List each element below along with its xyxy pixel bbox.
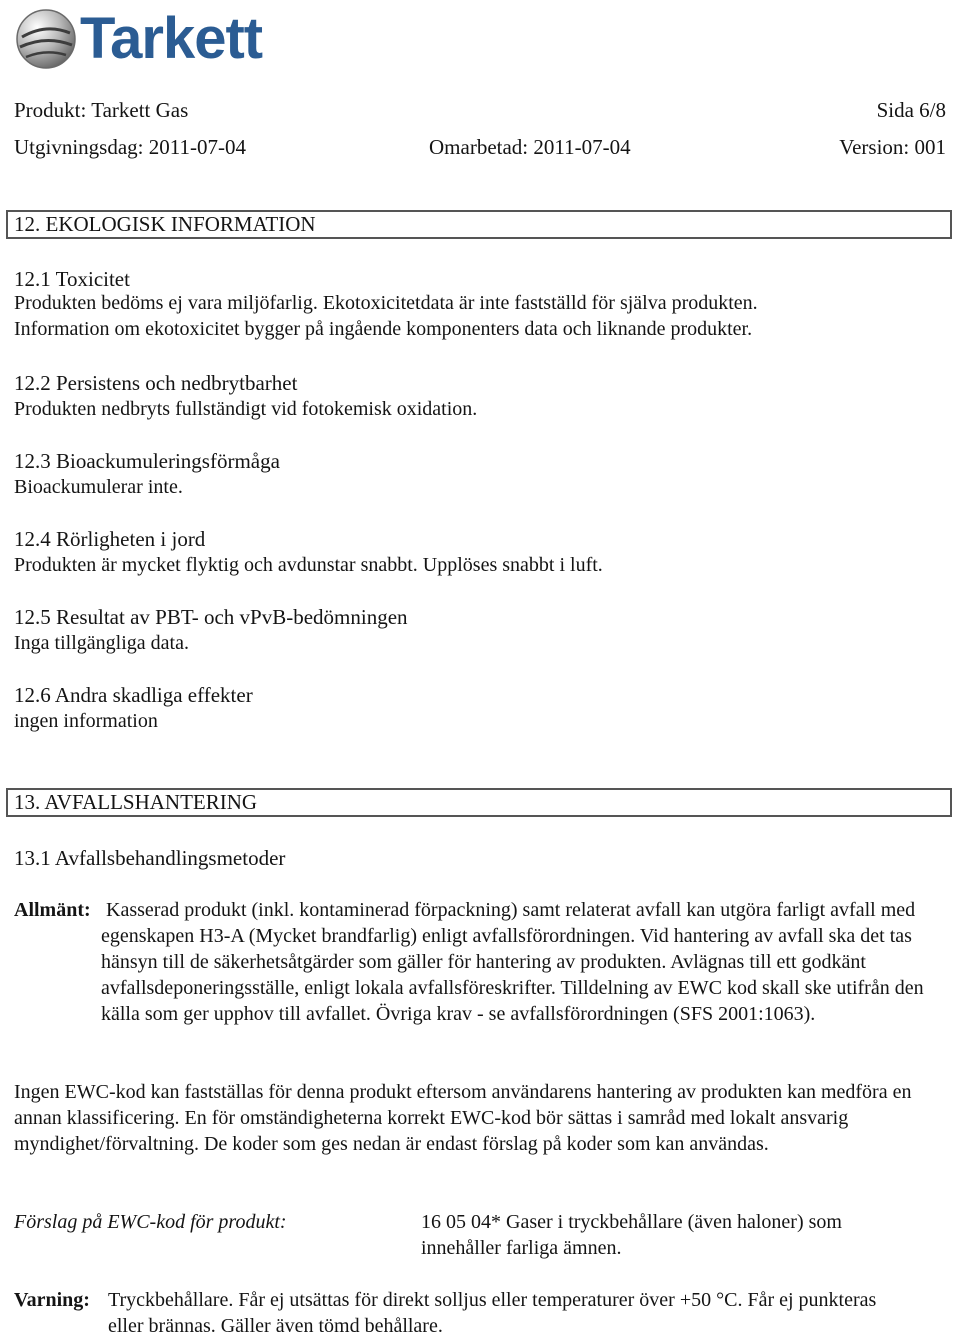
- warning-text: Tryckbehållare. Får ej utsättas för direkt solljus eller temperaturer över +50 °C. Får ej punkteras eller brännas. Gäller även tömd behållare.: [108, 1289, 877, 1337]
- warning-label: Varning:: [14, 1289, 90, 1311]
- version: Version: 001: [839, 135, 946, 159]
- product-name: Produkt: Tarkett Gas: [14, 98, 189, 122]
- issue-date: Utgivningsdag: 2011-07-04: [14, 135, 246, 159]
- other-effects-text: ingen information: [14, 710, 158, 732]
- section-12-title: 12. EKOLOGISK INFORMATION: [6, 210, 952, 239]
- disposal-methods-heading: 13.1 Avfallsbehandlingsmetoder: [14, 846, 286, 870]
- toxicity-text-2: Information om ekotoxicitet bygger på ingående komponenters data och liknande produkter.: [14, 318, 753, 340]
- ewc-code: 16 05 04* Gaser i tryckbehållare (även haloner) som innehåller farliga ämnen.: [421, 1211, 842, 1259]
- tarkett-logo: [14, 4, 262, 74]
- mobility-text: Produkten är mycket flyktig och avdunstar snabbt. Upplöses snabbt i luft.: [14, 554, 603, 576]
- general-label: Allmänt:: [14, 899, 91, 921]
- other-effects-heading: 12.6 Andra skadliga effekter: [14, 683, 253, 707]
- page-number: Sida 6/8: [876, 98, 946, 122]
- pbt-heading: 12.5 Resultat av PBT- och vPvB-bedömningen: [14, 605, 408, 629]
- toxicity-text-1: Produkten bedöms ej vara miljöfarlig. Ekotoxicitetdata är inte fastställd för själva produkten.: [14, 292, 758, 314]
- ewc-note: Ingen EWC-kod kan fastställas för denna produkt eftersom användarens hantering av produkten kan medföra en annan klassificering. En för omständigheterna korrekt EWC-kod bör sättas i samråd med lokalt ansvarig myndighet/förvaltning. De koder som ges nedan är endast förslag på koder som kan användas.: [14, 1081, 912, 1155]
- section-13-title: 13. AVFALLSHANTERING: [6, 788, 952, 817]
- toxicity-heading: 12.1 Toxicitet: [14, 267, 130, 291]
- bioaccumulation-heading: 12.3 Bioackumuleringsförmåga: [14, 449, 280, 473]
- globe-logo-icon: [14, 7, 78, 71]
- logo-wordmark: Tarkett: [80, 6, 263, 71]
- revision-date: Omarbetad: 2011-07-04: [429, 135, 631, 159]
- general-text: Kasserad produkt (inkl. kontaminerad förpackning) samt relaterat avfall kan utgöra farligt avfall med egenskapen H3-A (Mycket brandfarlig) enligt avfallsförordningen. Vid hantering av avfall ska det tas hänsyn till de säkerhetsåtgärder som gäller för hantering av produkten. Avlägnas till ett godkänt avfallsdeponeringsställe, enligt lokala avfallsföreskrifter. Tilldelning av EWC kod skall ske utifrån den källa som ger upphov till avfallet. Övriga krav - se avfallsförordningen (SFS 2001:1063).: [101, 899, 924, 1025]
- ewc-label: Förslag på EWC-kod för produkt:: [14, 1211, 287, 1233]
- persistence-heading: 12.2 Persistens och nedbrytbarhet: [14, 371, 298, 395]
- mobility-heading: 12.4 Rörligheten i jord: [14, 527, 206, 551]
- persistence-text: Produkten nedbryts fullständigt vid fotokemisk oxidation.: [14, 398, 478, 420]
- bioaccumulation-text: Bioackumulerar inte.: [14, 476, 183, 498]
- pbt-text: Inga tillgängliga data.: [14, 632, 189, 654]
